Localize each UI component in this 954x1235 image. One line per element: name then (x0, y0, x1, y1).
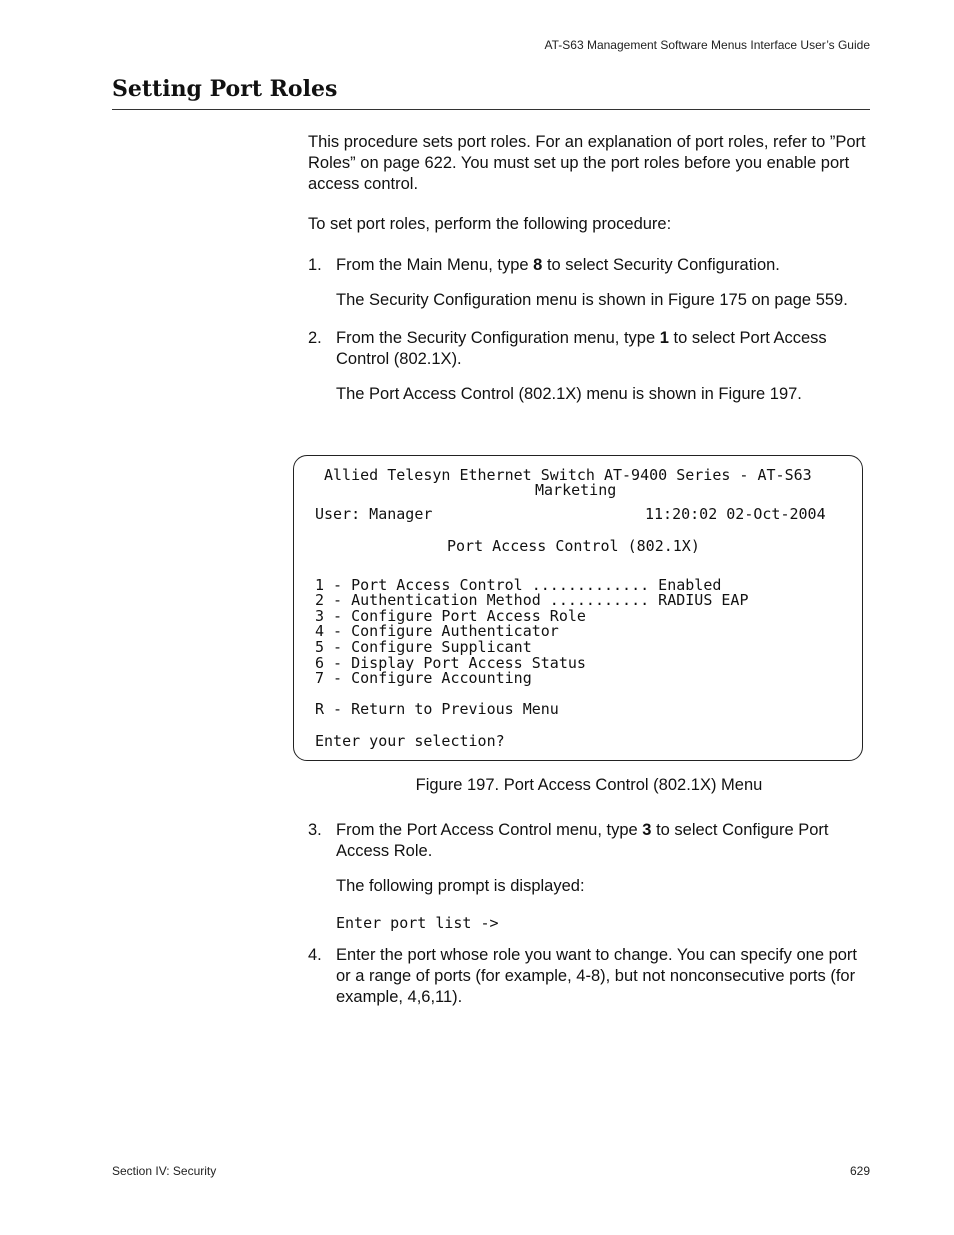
terminal-user: User: Manager (315, 505, 433, 523)
terminal-menu-item: 5 - Configure Supplicant (315, 638, 532, 656)
step-number: 3. (308, 821, 322, 839)
footer-section: Section IV: Security (112, 1164, 217, 1178)
terminal-menu-title: Port Access Control (802.1X) (447, 537, 700, 555)
step-1-note: The Security Configuration menu is shown in Figure 175 on page 559. (336, 291, 848, 309)
step-3 (308, 820, 868, 862)
body-text-final (308, 945, 868, 1008)
step-key: 3 (642, 821, 652, 839)
step-4 (308, 945, 868, 1008)
step-2-note: The Port Access Control (802.1X) menu is shown in Figure 197. (336, 385, 802, 403)
title-rule (112, 109, 870, 110)
terminal-banner-2: Marketing (535, 481, 617, 499)
body-text-continued (308, 820, 868, 897)
step-text: to select Security Configuration. (542, 256, 780, 274)
step-key: 8 (533, 256, 543, 274)
step-number: 2. (308, 329, 322, 347)
figure-caption: Figure 197. Port Access Control (802.1X) Menu (415, 776, 763, 794)
terminal-menu-item: 2 - Authentication Method ........... RADIUS EAP (315, 591, 749, 609)
section-title: Setting Port Roles (112, 76, 338, 102)
step-text: to select Port Access Control (802.1X). (336, 329, 827, 368)
step-text: From the Main Menu, type (336, 256, 534, 274)
terminal-menu-item: 7 - Configure Accounting (315, 669, 532, 687)
step-key: 1 (659, 329, 669, 347)
terminal-menu-item: 6 - Display Port Access Status (315, 654, 586, 672)
step-number: 1. (308, 256, 322, 274)
port-list-prompt: Enter port list -> (336, 914, 499, 932)
step-1 (308, 255, 868, 276)
terminal-menu-item: 1 - Port Access Control ............. Enabled (315, 576, 722, 594)
terminal-prompt: Enter your selection? (315, 732, 505, 750)
step-2 (308, 328, 868, 370)
running-head: AT-S63 Management Software Menus Interface User’s Guide (544, 38, 870, 52)
body-text (308, 132, 868, 405)
step-text: Enter the port whose role you want to change. You can specify one port or a range of ports (for example, 4-8), but not nonconsecutive ports (for example, 4,6,11). (336, 946, 858, 1006)
step-number: 4. (308, 946, 322, 964)
terminal-menu-item: 3 - Configure Port Access Role (315, 607, 586, 625)
intro-paragraph: This procedure sets port roles. For an explanation of port roles, refer to ”Port Roles” on page 622. You must set up the port roles before you enable port access control. (308, 133, 866, 193)
terminal-menu-item: 4 - Configure Authenticator (315, 622, 559, 640)
step-3-note: The following prompt is displayed: (336, 877, 585, 895)
terminal-datetime: 11:20:02 02-Oct-2004 (645, 505, 826, 523)
terminal-return-item: R - Return to Previous Menu (315, 700, 559, 718)
terminal-banner: Allied Telesyn Ethernet Switch AT-9400 Series - AT-S63 (324, 466, 812, 484)
step-text: From the Security Configuration menu, type (336, 329, 660, 347)
step-text: to select Configure Port Access Role. (336, 821, 829, 860)
page-number: 629 (849, 1164, 870, 1178)
intro-lead-in: To set port roles, perform the following procedure: (308, 215, 672, 233)
step-text: From the Port Access Control menu, type (336, 821, 643, 839)
terminal-screen (293, 455, 863, 761)
